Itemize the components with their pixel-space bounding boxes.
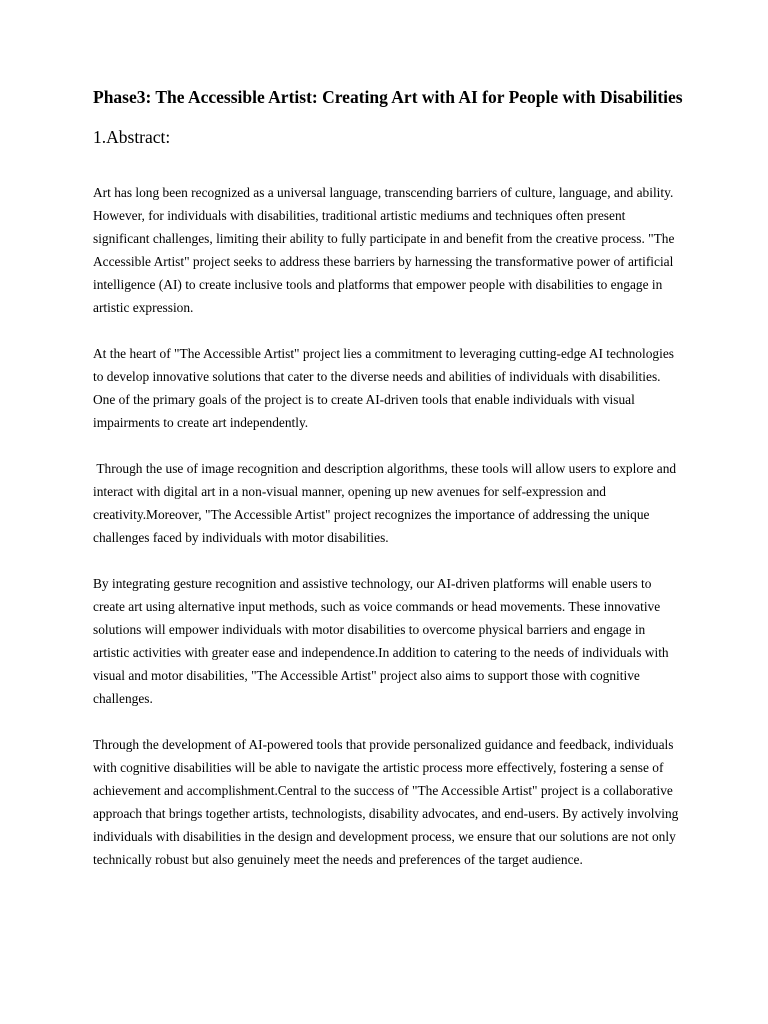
abstract-heading: 1.Abstract: [93, 127, 171, 147]
document-page [93, 86, 683, 894]
paragraph-4: By integrating gesture recognition and assistive technology, our AI-driven platforms will enable users to create art using alternative input methods, such as voice commands or head movements. These innovative solutions will empower individuals with motor disabilities to overcome physical barriers and engage in artistic activities with greater ease and independence.In addition to catering to the needs of individuals with visual and motor disabilities, "The Accessible Artist" project also aims to support those with cognitive challenges. [93, 576, 672, 706]
paragraph-5: Through the development of AI-powered tools that provide personalized guidance and feedback, individuals with cognitive disabilities will be able to navigate the artistic process more effectively, fostering a sense of achievement and accomplishment.Central to the success of "The Accessible Artist" project is a collaborative approach that brings together artists, technologists, disability advocates, and end-users. By actively involving individuals with disabilities in the design and development process, we ensure that our solutions are not only technically robust but also genuinely meet the needs and preferences of the target audience. [93, 737, 682, 867]
paragraph-2: At the heart of "The Accessible Artist" project lies a commitment to leveraging cutting-edge AI technologies to develop innovative solutions that cater to the diverse needs and abilities of individuals with disabilities. One of the primary goals of the project is to create AI-driven tools that enable individuals with visual impairments to create art independently. [93, 346, 678, 430]
paragraph-3: Through the use of image recognition and description algorithms, these tools will allow users to explore and interact with digital art in a non-visual manner, opening up new avenues for self-expression and creativity.Moreover, "The Accessible Artist" project recognizes the importance of addressing the unique challenges faced by individuals with motor disabilities. [93, 461, 680, 545]
abstract-body [93, 181, 683, 871]
document-title: Phase3: The Accessible Artist: Creating Art with AI for People with Disabilities [93, 87, 683, 107]
paragraph-1: Art has long been recognized as a universal language, transcending barriers of culture, language, and ability. However, for individuals with disabilities, traditional artistic mediums and techniques often present significant challenges, limiting their ability to fully participate in and benefit from the creative process. "The Accessible Artist" project seeks to address these barriers by harnessing the transformative power of artificial intelligence (AI) to create inclusive tools and platforms that empower people with disabilities to engage in artistic expression. [93, 185, 678, 315]
